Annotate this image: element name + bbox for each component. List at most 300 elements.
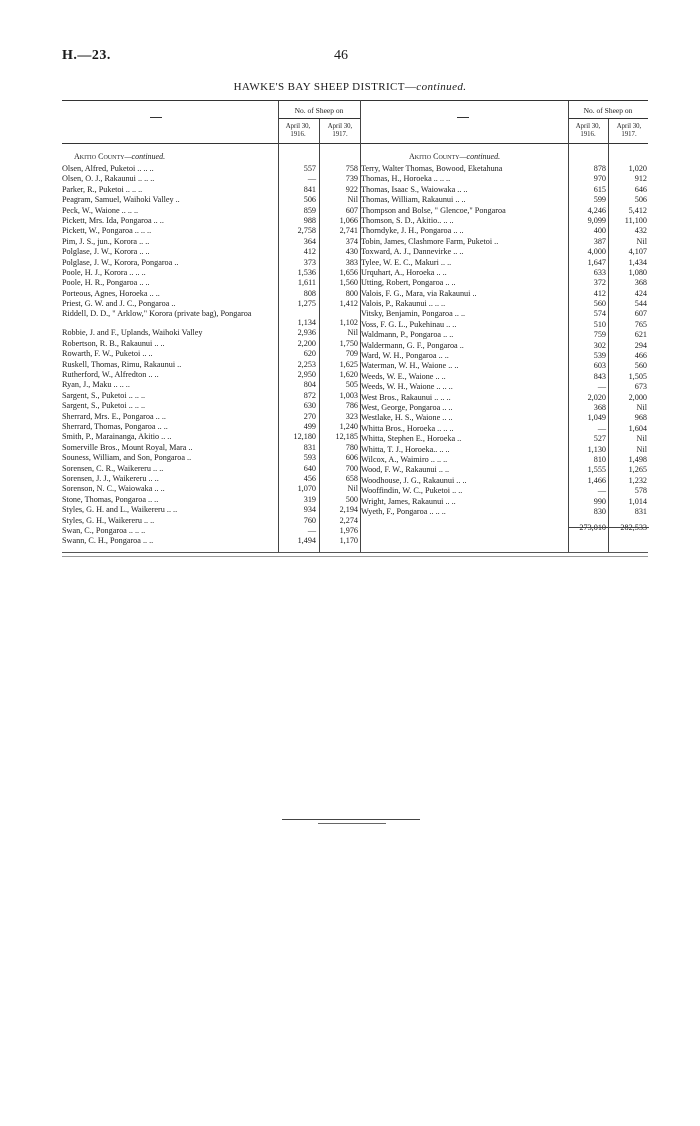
sheep-1917: 968 bbox=[634, 413, 647, 423]
sheep-1916: 2,253 bbox=[297, 359, 316, 369]
owner-name: Rutherford, W., Alfredton .. .. bbox=[62, 370, 159, 380]
table-row bbox=[361, 289, 648, 299]
sheep-1917: 607 bbox=[345, 205, 358, 215]
sheep-1917: 560 bbox=[634, 361, 647, 371]
owner-name: Waterman, W. H., Waione .. .. bbox=[361, 361, 459, 371]
sheep-1917: 5,412 bbox=[628, 205, 647, 215]
owner-name: Thompson and Bolse, " Glencoe," Pongaroa bbox=[361, 205, 506, 215]
sheep-1917: 4,107 bbox=[628, 247, 647, 257]
left-table bbox=[62, 100, 360, 547]
sheep-1916: 539 bbox=[593, 351, 606, 361]
sheep-1917: 12,185 bbox=[335, 432, 358, 442]
sheep-1917: 922 bbox=[345, 184, 358, 194]
sheep-1916: 412 bbox=[303, 247, 316, 257]
owner-name: Poole, H. R., Pongaroa .. .. bbox=[62, 278, 150, 288]
table-row bbox=[62, 505, 360, 515]
sheep-1916: 364 bbox=[303, 236, 316, 246]
sheep-1916: 2,950 bbox=[297, 370, 316, 380]
sheep-1916: 1,611 bbox=[297, 278, 316, 288]
table-row bbox=[62, 516, 360, 526]
owner-name: Stone, Thomas, Pongaroa .. .. bbox=[62, 494, 159, 504]
county-heading: Akitio County—continued. bbox=[74, 152, 166, 161]
sheep-1917: 912 bbox=[634, 174, 647, 184]
owner-name: Weeds, W. E., Waione .. .. bbox=[361, 371, 446, 381]
owner-name: Sherrard, Thomas, Pongaroa .. .. bbox=[62, 421, 168, 431]
owner-name: Wilcox, A., Waimiro .. .. .. bbox=[361, 454, 448, 464]
owner-name: Polglase, J. W., Korora .. .. bbox=[62, 247, 150, 257]
sheep-1916: 640 bbox=[303, 463, 316, 473]
owner-name: West, George, Pongaroa .. .. bbox=[361, 402, 453, 412]
table-row bbox=[62, 484, 360, 494]
sheep-1917: 1,102 bbox=[339, 318, 358, 328]
right-table-header bbox=[361, 100, 648, 144]
table-row bbox=[62, 339, 360, 349]
table-row bbox=[361, 341, 648, 351]
table-row bbox=[62, 370, 360, 380]
sheep-1917: 1,265 bbox=[628, 465, 647, 475]
owner-name: Thomas, H., Horoeka .. .. .. bbox=[361, 174, 451, 184]
sheep-1916: 831 bbox=[303, 442, 316, 452]
owner-name: Styles, G. H., Waikereru .. .. bbox=[62, 515, 155, 525]
owner-name: Swann, C. H., Pongaroa .. .. bbox=[62, 536, 154, 546]
sheep-1916: 1,466 bbox=[587, 475, 606, 485]
left-rows bbox=[62, 164, 360, 547]
table-row bbox=[361, 507, 648, 517]
sheep-1917: 2,194 bbox=[339, 505, 358, 515]
table-row bbox=[62, 328, 360, 338]
owner-name: Westlake, H. S., Waione .. .. bbox=[361, 413, 453, 423]
table-row bbox=[361, 476, 648, 486]
owner-name: Porteous, Agnes, Horoeka .. .. bbox=[62, 288, 160, 298]
name-column-dash bbox=[457, 117, 469, 118]
owner-name: Sargent, S., Puketoi .. .. .. bbox=[62, 401, 146, 411]
sheep-1917: 646 bbox=[634, 184, 647, 194]
sheep-1916: 759 bbox=[593, 330, 606, 340]
sheep-1916: 4,000 bbox=[587, 247, 606, 257]
sheep-1916: 2,020 bbox=[587, 392, 606, 402]
table-row bbox=[361, 237, 648, 247]
owner-name: Sorenson, N. C., Waiowaka .. .. bbox=[62, 484, 165, 494]
table-row bbox=[62, 536, 360, 546]
sheep-1917: 1,434 bbox=[628, 257, 647, 267]
sheep-1916: 1,647 bbox=[587, 257, 606, 267]
owner-name: Pickett, W., Pongaroa .. .. .. bbox=[62, 226, 152, 236]
sheep-1916: 872 bbox=[303, 390, 316, 400]
sheep-1917: 607 bbox=[634, 309, 647, 319]
table-row bbox=[361, 258, 648, 268]
owner-name: Olsen, Alfred, Puketoi .. .. .. bbox=[62, 164, 154, 173]
sheep-1916: 510 bbox=[593, 319, 606, 329]
sheep-1917: 606 bbox=[345, 453, 358, 463]
sheep-1917: 466 bbox=[634, 351, 647, 361]
sheep-1916: 557 bbox=[303, 164, 316, 173]
sheep-1917: 383 bbox=[345, 257, 358, 267]
table-row bbox=[62, 268, 360, 278]
sheep-1917: Nil bbox=[347, 195, 358, 205]
sheep-1917: 1,066 bbox=[339, 215, 358, 225]
sheep-1916: 319 bbox=[303, 494, 316, 504]
sheep-1917: Nil bbox=[636, 402, 647, 412]
sheep-1917: 621 bbox=[634, 330, 647, 340]
sheep-1917: 1,625 bbox=[339, 359, 358, 369]
sheep-1916: 593 bbox=[303, 453, 316, 463]
sheep-1917: Nil bbox=[636, 444, 647, 454]
table-row bbox=[62, 349, 360, 359]
sheep-1916: 843 bbox=[593, 371, 606, 381]
owner-name: Utting, Robert, Pongaroa .. .. bbox=[361, 278, 456, 288]
sheep-1917: 673 bbox=[634, 382, 647, 392]
sheep-1917: 1,560 bbox=[339, 278, 358, 288]
table-row bbox=[62, 216, 360, 226]
sheep-1917: 1,170 bbox=[339, 536, 358, 546]
sheep-1916: 1,049 bbox=[587, 413, 606, 423]
table-row bbox=[361, 185, 648, 195]
table-row bbox=[361, 434, 648, 444]
column-divider bbox=[568, 142, 569, 552]
sheep-1917: 765 bbox=[634, 319, 647, 329]
sheep-1916: 633 bbox=[593, 267, 606, 277]
col-1916-header: April 30, 1916. bbox=[575, 123, 601, 138]
sheep-1917: 2,274 bbox=[339, 515, 358, 525]
table-bottom-rule bbox=[62, 552, 648, 553]
owner-name: Thomas, Isaac S., Waiowaka .. .. bbox=[361, 184, 468, 194]
table-row bbox=[62, 401, 360, 411]
sheep-1917: 1,240 bbox=[339, 421, 358, 431]
sheep-1916: — bbox=[597, 382, 606, 392]
sheep-1917: 1,232 bbox=[628, 475, 647, 485]
owner-name: Priest, G. W. and J. C., Pongaroa .. bbox=[62, 299, 176, 309]
sheep-1916: 620 bbox=[303, 349, 316, 359]
sheep-1916: 574 bbox=[593, 309, 606, 319]
table-row bbox=[62, 247, 360, 257]
table-row bbox=[62, 258, 360, 268]
sheep-1917: 374 bbox=[345, 236, 358, 246]
total-row bbox=[361, 523, 648, 533]
sheep-1917: 2,741 bbox=[339, 226, 358, 236]
table-row bbox=[361, 278, 648, 288]
sheep-1916: 988 bbox=[303, 215, 316, 225]
table-row bbox=[62, 164, 360, 174]
owner-name: Tylee, W. E. C., Makuri .. .. bbox=[361, 257, 452, 267]
table-row bbox=[62, 289, 360, 299]
sheep-1917: 578 bbox=[634, 486, 647, 496]
sheep-1917: 323 bbox=[345, 411, 358, 421]
owner-name: Thomson, S. D., Akitio.. .. .. bbox=[361, 215, 454, 225]
sheep-1917: 294 bbox=[634, 340, 647, 350]
owner-name: Parker, R., Puketoi .. .. .. bbox=[62, 184, 143, 194]
sheep-1916: 368 bbox=[593, 402, 606, 412]
sheep-1916: 506 bbox=[303, 195, 316, 205]
sheep-1916: 373 bbox=[303, 257, 316, 267]
sheep-1916: — bbox=[597, 486, 606, 496]
owner-name: Swan, C., Pongaroa .. .. .. bbox=[62, 525, 146, 535]
owner-name: Robertson, R. B., Rakaunui .. .. bbox=[62, 338, 165, 348]
owner-name: Weeds, W. H., Waione .. .. .. bbox=[361, 382, 453, 392]
header-divider bbox=[278, 101, 279, 143]
sheep-1916: 412 bbox=[593, 288, 606, 298]
sheep-1916: 12,180 bbox=[293, 432, 316, 442]
sheep-1917: 432 bbox=[634, 226, 647, 236]
table-row bbox=[361, 309, 648, 319]
owner-name: Whitta, Stephen E., Horoeka .. bbox=[361, 434, 462, 444]
name-column-dash bbox=[150, 117, 162, 118]
sheep-1917: 700 bbox=[345, 463, 358, 473]
sheep-1917: 1,750 bbox=[339, 338, 358, 348]
table-row bbox=[361, 164, 648, 174]
footer-rule bbox=[318, 823, 386, 824]
sheep-1916: 499 bbox=[303, 421, 316, 431]
sheep-1917: 1,014 bbox=[628, 496, 647, 506]
owner-name: Wyeth, F., Pongaroa .. .. .. bbox=[361, 506, 446, 516]
footer-rule bbox=[282, 819, 420, 820]
sheep-1916: 2,936 bbox=[297, 328, 316, 338]
sheep-1917: 1,656 bbox=[339, 267, 358, 277]
owner-name: Peagram, Samuel, Waihoki Valley .. bbox=[62, 195, 180, 205]
sheep-1917: 424 bbox=[634, 288, 647, 298]
sheep-1916: 4,246 bbox=[587, 205, 606, 215]
table-row bbox=[62, 278, 360, 288]
sheep-1916: 859 bbox=[303, 205, 316, 215]
owner-name: Sorensen, J. J., Waikereru .. .. bbox=[62, 473, 159, 483]
owner-name: Wright, James, Rakaunui .. .. bbox=[361, 496, 456, 506]
sheep-1917: 758 bbox=[345, 164, 358, 173]
owner-name: Polglase, J. W., Korora, Pongaroa .. bbox=[62, 257, 179, 267]
sheep-1916: 527 bbox=[593, 434, 606, 444]
sheep-1916: 603 bbox=[593, 361, 606, 371]
owner-name: Sargent, S., Puketoi .. .. .. bbox=[62, 390, 146, 400]
sheep-1916: 808 bbox=[303, 288, 316, 298]
sheep-1917: 1,020 bbox=[628, 164, 647, 173]
sheep-1916: 400 bbox=[593, 226, 606, 236]
owner-name: Peck, W., Waione .. .. .. bbox=[62, 205, 139, 215]
owner-name: Poole, H. J., Korora .. .. .. bbox=[62, 267, 146, 277]
owner-name: Valois, P., Rakaunui .. .. .. bbox=[361, 299, 446, 309]
table-row bbox=[361, 268, 648, 278]
table-row bbox=[361, 497, 648, 507]
sheep-1916: — bbox=[597, 423, 606, 433]
owner-name: Whitta Bros., Horoeka .. .. .. bbox=[361, 423, 454, 433]
owner-name: Olsen, O. J., Rakaunui .. .. .. bbox=[62, 174, 155, 184]
sheep-1917: 505 bbox=[345, 380, 358, 390]
table-row bbox=[62, 453, 360, 463]
sheep-1916: 9,099 bbox=[587, 215, 606, 225]
table-row bbox=[62, 206, 360, 216]
sheep-1917: 1,080 bbox=[628, 267, 647, 277]
owner-name: Ryan, J., Maku .. .. .. bbox=[62, 380, 130, 390]
table-row bbox=[361, 455, 648, 465]
sheep-1916: 1,555 bbox=[587, 465, 606, 475]
owner-name: Waldermann, G. F., Pongaroa .. bbox=[361, 340, 464, 350]
sheep-1917: 831 bbox=[634, 506, 647, 516]
sheep-1916: 615 bbox=[593, 184, 606, 194]
column-divider bbox=[319, 142, 320, 552]
table-row bbox=[361, 445, 648, 455]
sheep-1917: 739 bbox=[345, 174, 358, 184]
owner-name: Somerville Bros., Mount Royal, Mara .. bbox=[62, 442, 193, 452]
table-row bbox=[62, 185, 360, 195]
table-row bbox=[62, 226, 360, 236]
table-row bbox=[361, 351, 648, 361]
header-divider bbox=[608, 119, 609, 143]
table-row bbox=[62, 526, 360, 536]
owner-name: Urquhart, A., Horoeka .. .. bbox=[361, 267, 447, 277]
sheep-1916: 456 bbox=[303, 473, 316, 483]
owner-name: Wooffindin, W. C., Puketoi .. .. bbox=[361, 486, 463, 496]
table-row bbox=[361, 216, 648, 226]
owner-name: Thorndyke, J. H., Pongaroa .. .. bbox=[361, 226, 464, 236]
sheep-1917: 506 bbox=[634, 195, 647, 205]
right-rows bbox=[361, 164, 648, 517]
sheep-1916: 270 bbox=[303, 411, 316, 421]
table-row bbox=[62, 380, 360, 390]
total-1916 bbox=[568, 523, 606, 533]
owner-name: Toxward, A. J., Dannevirke .. .. bbox=[361, 247, 464, 257]
sheep-1917: 1,505 bbox=[628, 371, 647, 381]
sheep-1916: 1,130 bbox=[587, 444, 606, 454]
sheep-1917: 658 bbox=[345, 473, 358, 483]
owner-name: Pim, J. S., jun., Korora .. .. bbox=[62, 236, 150, 246]
sheep-1916: 970 bbox=[593, 174, 606, 184]
owner-name: Pickett, Mrs. Ida, Pongaroa .. .. bbox=[62, 215, 164, 225]
column-divider bbox=[278, 142, 279, 552]
sheep-1916: 830 bbox=[593, 506, 606, 516]
table-row bbox=[62, 432, 360, 442]
owner-name: Whitta, T. J., Horoeka.. .. .. bbox=[361, 444, 450, 454]
page-code: H.—23. bbox=[62, 48, 111, 63]
table-row bbox=[361, 330, 648, 340]
table-row bbox=[361, 403, 648, 413]
table-row bbox=[361, 247, 648, 257]
owner-name: Waldmann, P., Pongaroa .. .. bbox=[361, 330, 454, 340]
table-row bbox=[62, 309, 360, 328]
sheep-1916: 1,536 bbox=[297, 267, 316, 277]
total-1917 bbox=[609, 523, 647, 533]
header-divider bbox=[568, 101, 569, 143]
sheep-count-header: No. of Sheep on bbox=[278, 104, 360, 119]
owner-name: Wood, F. W., Rakaunui .. .. bbox=[361, 465, 450, 475]
sheep-1917: 786 bbox=[345, 401, 358, 411]
col-1916-header: April 30, 1916. bbox=[285, 123, 311, 138]
county-heading: Akitio County—continued. bbox=[409, 152, 501, 161]
sheep-1917: Nil bbox=[636, 434, 647, 444]
left-table-header bbox=[62, 100, 360, 144]
col-1917-header: April 30, 1917. bbox=[616, 123, 642, 138]
table-row bbox=[62, 412, 360, 422]
sheep-1916: 599 bbox=[593, 195, 606, 205]
total-rule bbox=[568, 527, 649, 528]
table-row bbox=[62, 195, 360, 205]
sheep-1917: Nil bbox=[347, 484, 358, 494]
table-row bbox=[62, 495, 360, 505]
table-row bbox=[361, 320, 648, 330]
owner-name: Valois, F. G., Mara, via Rakaunui .. bbox=[361, 288, 477, 298]
table-row bbox=[62, 464, 360, 474]
owner-name: Souness, William, and Son, Pongaroa .. bbox=[62, 453, 192, 463]
table-row bbox=[62, 237, 360, 247]
sheep-1916: 810 bbox=[593, 454, 606, 464]
owner-name: West Bros., Rakaunui .. .. .. bbox=[361, 392, 451, 402]
owner-name: Terry, Walter Thomas, Bowood, Eketahuna bbox=[361, 164, 503, 173]
sheep-1917: 709 bbox=[345, 349, 358, 359]
table-row bbox=[361, 372, 648, 382]
table-row bbox=[361, 299, 648, 309]
sheep-1917: Nil bbox=[347, 328, 358, 338]
sheep-1917: 430 bbox=[345, 247, 358, 257]
table-row bbox=[62, 474, 360, 484]
sheep-1916: 2,200 bbox=[297, 338, 316, 348]
sheep-1916: 1,070 bbox=[297, 484, 316, 494]
owner-name: Rowarth, F. W., Puketoi .. .. bbox=[62, 349, 153, 359]
sheep-1917: 1,412 bbox=[339, 299, 358, 309]
owner-name: Voss, F. G. L., Pukehinau .. .. bbox=[361, 319, 457, 329]
sheep-1916: 630 bbox=[303, 401, 316, 411]
owner-name: Woodhouse, J. G., Rakaunui .. .. bbox=[361, 475, 467, 485]
sheep-1917: 11,100 bbox=[624, 215, 647, 225]
sheep-1916: 2,758 bbox=[297, 226, 316, 236]
page-title bbox=[0, 81, 700, 93]
table-row bbox=[62, 299, 360, 309]
table-row bbox=[361, 413, 648, 423]
table-row bbox=[62, 174, 360, 184]
owner-name: Tobin, James, Clashmore Farm, Puketoi .. bbox=[361, 236, 499, 246]
page-number: 46 bbox=[334, 48, 348, 63]
col-1917-header: April 30, 1917. bbox=[327, 123, 353, 138]
sheep-1916: 1,134 bbox=[297, 318, 316, 328]
sheep-1916: 1,275 bbox=[297, 299, 316, 309]
owner-name: Robbie, J. and F., Uplands, Waihoki Valley bbox=[62, 328, 203, 338]
sheep-1917: 2,000 bbox=[628, 392, 647, 402]
sheep-1916: 560 bbox=[593, 299, 606, 309]
right-table bbox=[361, 100, 648, 534]
sheep-1916: 1,494 bbox=[297, 536, 316, 546]
sheep-1916: 387 bbox=[593, 236, 606, 246]
table-row bbox=[361, 226, 648, 236]
table-row bbox=[361, 424, 648, 434]
table-row bbox=[361, 206, 648, 216]
sheep-1917: 780 bbox=[345, 442, 358, 452]
sheep-1917: 500 bbox=[345, 494, 358, 504]
sheep-1917: 1,003 bbox=[339, 390, 358, 400]
owner-name: Sorensen, C. R., Waikereru .. .. bbox=[62, 463, 164, 473]
owner-name: Ruskell, Thomas, Rimu, Rakaunui .. bbox=[62, 359, 182, 369]
sheep-1917: 368 bbox=[634, 278, 647, 288]
owner-name: Smith, P., Marainanga, Akitio .. .. bbox=[62, 432, 172, 442]
sheep-1917: 544 bbox=[634, 299, 647, 309]
column-divider bbox=[608, 142, 609, 552]
table-row bbox=[361, 382, 648, 392]
sheep-1917: Nil bbox=[636, 236, 647, 246]
sheep-1916: 841 bbox=[303, 184, 316, 194]
sheep-1916: 990 bbox=[593, 496, 606, 506]
table-row bbox=[62, 391, 360, 401]
title-main: HAWKE'S BAY SHEEP DISTRICT— bbox=[233, 81, 417, 93]
owner-name: Sherrard, Mrs. E., Pongaroa .. .. bbox=[62, 411, 166, 421]
owner-name: Vitsky, Benjamin, Pongaroa .. .. bbox=[361, 309, 466, 319]
sheep-1916: 372 bbox=[593, 278, 606, 288]
sheep-1917: 1,620 bbox=[339, 370, 358, 380]
sheep-1916: 804 bbox=[303, 380, 316, 390]
table-row bbox=[361, 174, 648, 184]
table-bottom-rule bbox=[62, 556, 648, 557]
sheep-1916: 302 bbox=[593, 340, 606, 350]
sheep-1916: — bbox=[307, 174, 316, 184]
table-row bbox=[361, 486, 648, 496]
owner-name: Ward, W. H., Pongaroa .. .. bbox=[361, 351, 449, 361]
sheep-1917: 1,498 bbox=[628, 454, 647, 464]
sheep-count-header: No. of Sheep on bbox=[568, 104, 648, 119]
sheep-1917: 1,604 bbox=[628, 423, 647, 433]
owner-name: Styles, G. H. and L., Waikereru .. .. bbox=[62, 505, 178, 515]
